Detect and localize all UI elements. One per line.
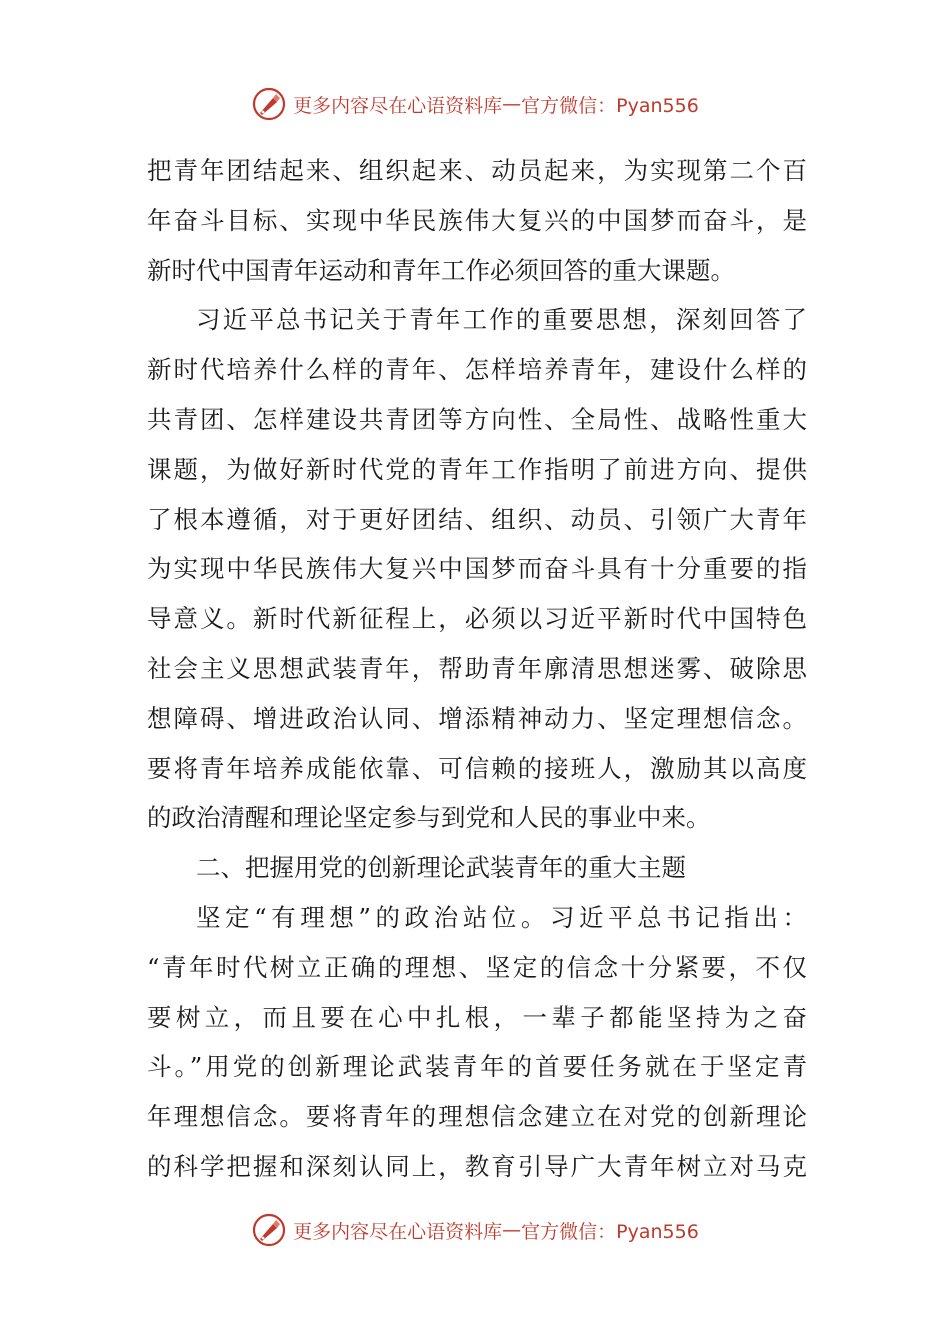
text-line: 斗。”用党的创新理论武装青年的首要任务就在于坚定青 — [147, 1052, 807, 1082]
banner-site-text: 更多内容尽在心语资料库 — [293, 94, 503, 117]
document-body — [147, 146, 807, 1192]
text-line: 新时代培养什么样的青年、怎样培养青年，建设什么样的 — [147, 355, 807, 385]
banner-wechat-text: 官方微信：Pyan556 — [521, 94, 699, 117]
text-line: 导意义。新时代新征程上，必须以习近平新时代中国特色 — [147, 604, 807, 634]
banner-wechat-text: 官方微信：Pyan556 — [521, 1220, 699, 1243]
text-line: 把青年团结起来、组织起来、动员起来，为实现第二个百 — [147, 156, 807, 185]
text-line: 要树立，而且要在心中扎根，一辈子都能坚持为之奋 — [147, 1002, 807, 1032]
footer-watermark-banner — [0, 1210, 950, 1250]
text-line: “青年时代树立正确的理想、坚定的信念十分紧要，不仅 — [147, 952, 807, 982]
banner-separator: — — [502, 93, 522, 115]
text-line: 为实现中华民族伟大复兴中国梦而奋斗具有十分重要的指 — [147, 554, 807, 584]
text-line: 共青团、怎样建设共青团等方向性、全局性、战略性重大 — [147, 404, 807, 434]
banner-site-text: 更多内容尽在心语资料库 — [293, 1220, 503, 1243]
text-line: 想障碍、增进政治认同、增添精神动力、坚定理想信念。 — [147, 703, 807, 733]
text-line: 社会主义思想武装青年，帮助青年廓清思想迷雾、破除思 — [147, 653, 807, 683]
section-heading: 二、把握用党的创新理论武装青年的重大主题 — [196, 853, 686, 883]
text-line: 要将青年培养成能依靠、可信赖的接班人，激励其以高度 — [147, 753, 807, 783]
paragraph-first-line: 习近平总书记关于青年工作的重要思想，深刻回答了 — [196, 305, 807, 335]
text-line: 年奋斗目标、实现中华民族伟大复兴的中国梦而奋斗，是 — [147, 205, 807, 235]
text-line: 年理想信念。要将青年的理想信念建立在对党的创新理论 — [147, 1102, 807, 1132]
header-watermark-banner — [0, 84, 950, 124]
pen-nib-logo-icon — [251, 1212, 287, 1248]
text-line: 了根本遵循，对于更好团结、组织、动员、引领广大青年 — [147, 504, 807, 534]
text-line: 新时代中国青年运动和青年工作必须回答的重大课题。 — [147, 255, 735, 285]
text-line: 的政治清醒和理论坚定参与到党和人民的事业中来。 — [147, 803, 711, 833]
paragraph-first-line: 坚定“有理想”的政治站位。习近平总书记指出： — [196, 902, 807, 932]
banner-separator: — — [502, 1219, 522, 1241]
pen-nib-logo-icon — [251, 86, 287, 122]
text-line: 课题，为做好新时代党的青年工作指明了前进方向、提供 — [147, 454, 807, 484]
text-line: 的科学把握和深刻认同上，教育引导广大青年树立对马克 — [147, 1151, 807, 1181]
